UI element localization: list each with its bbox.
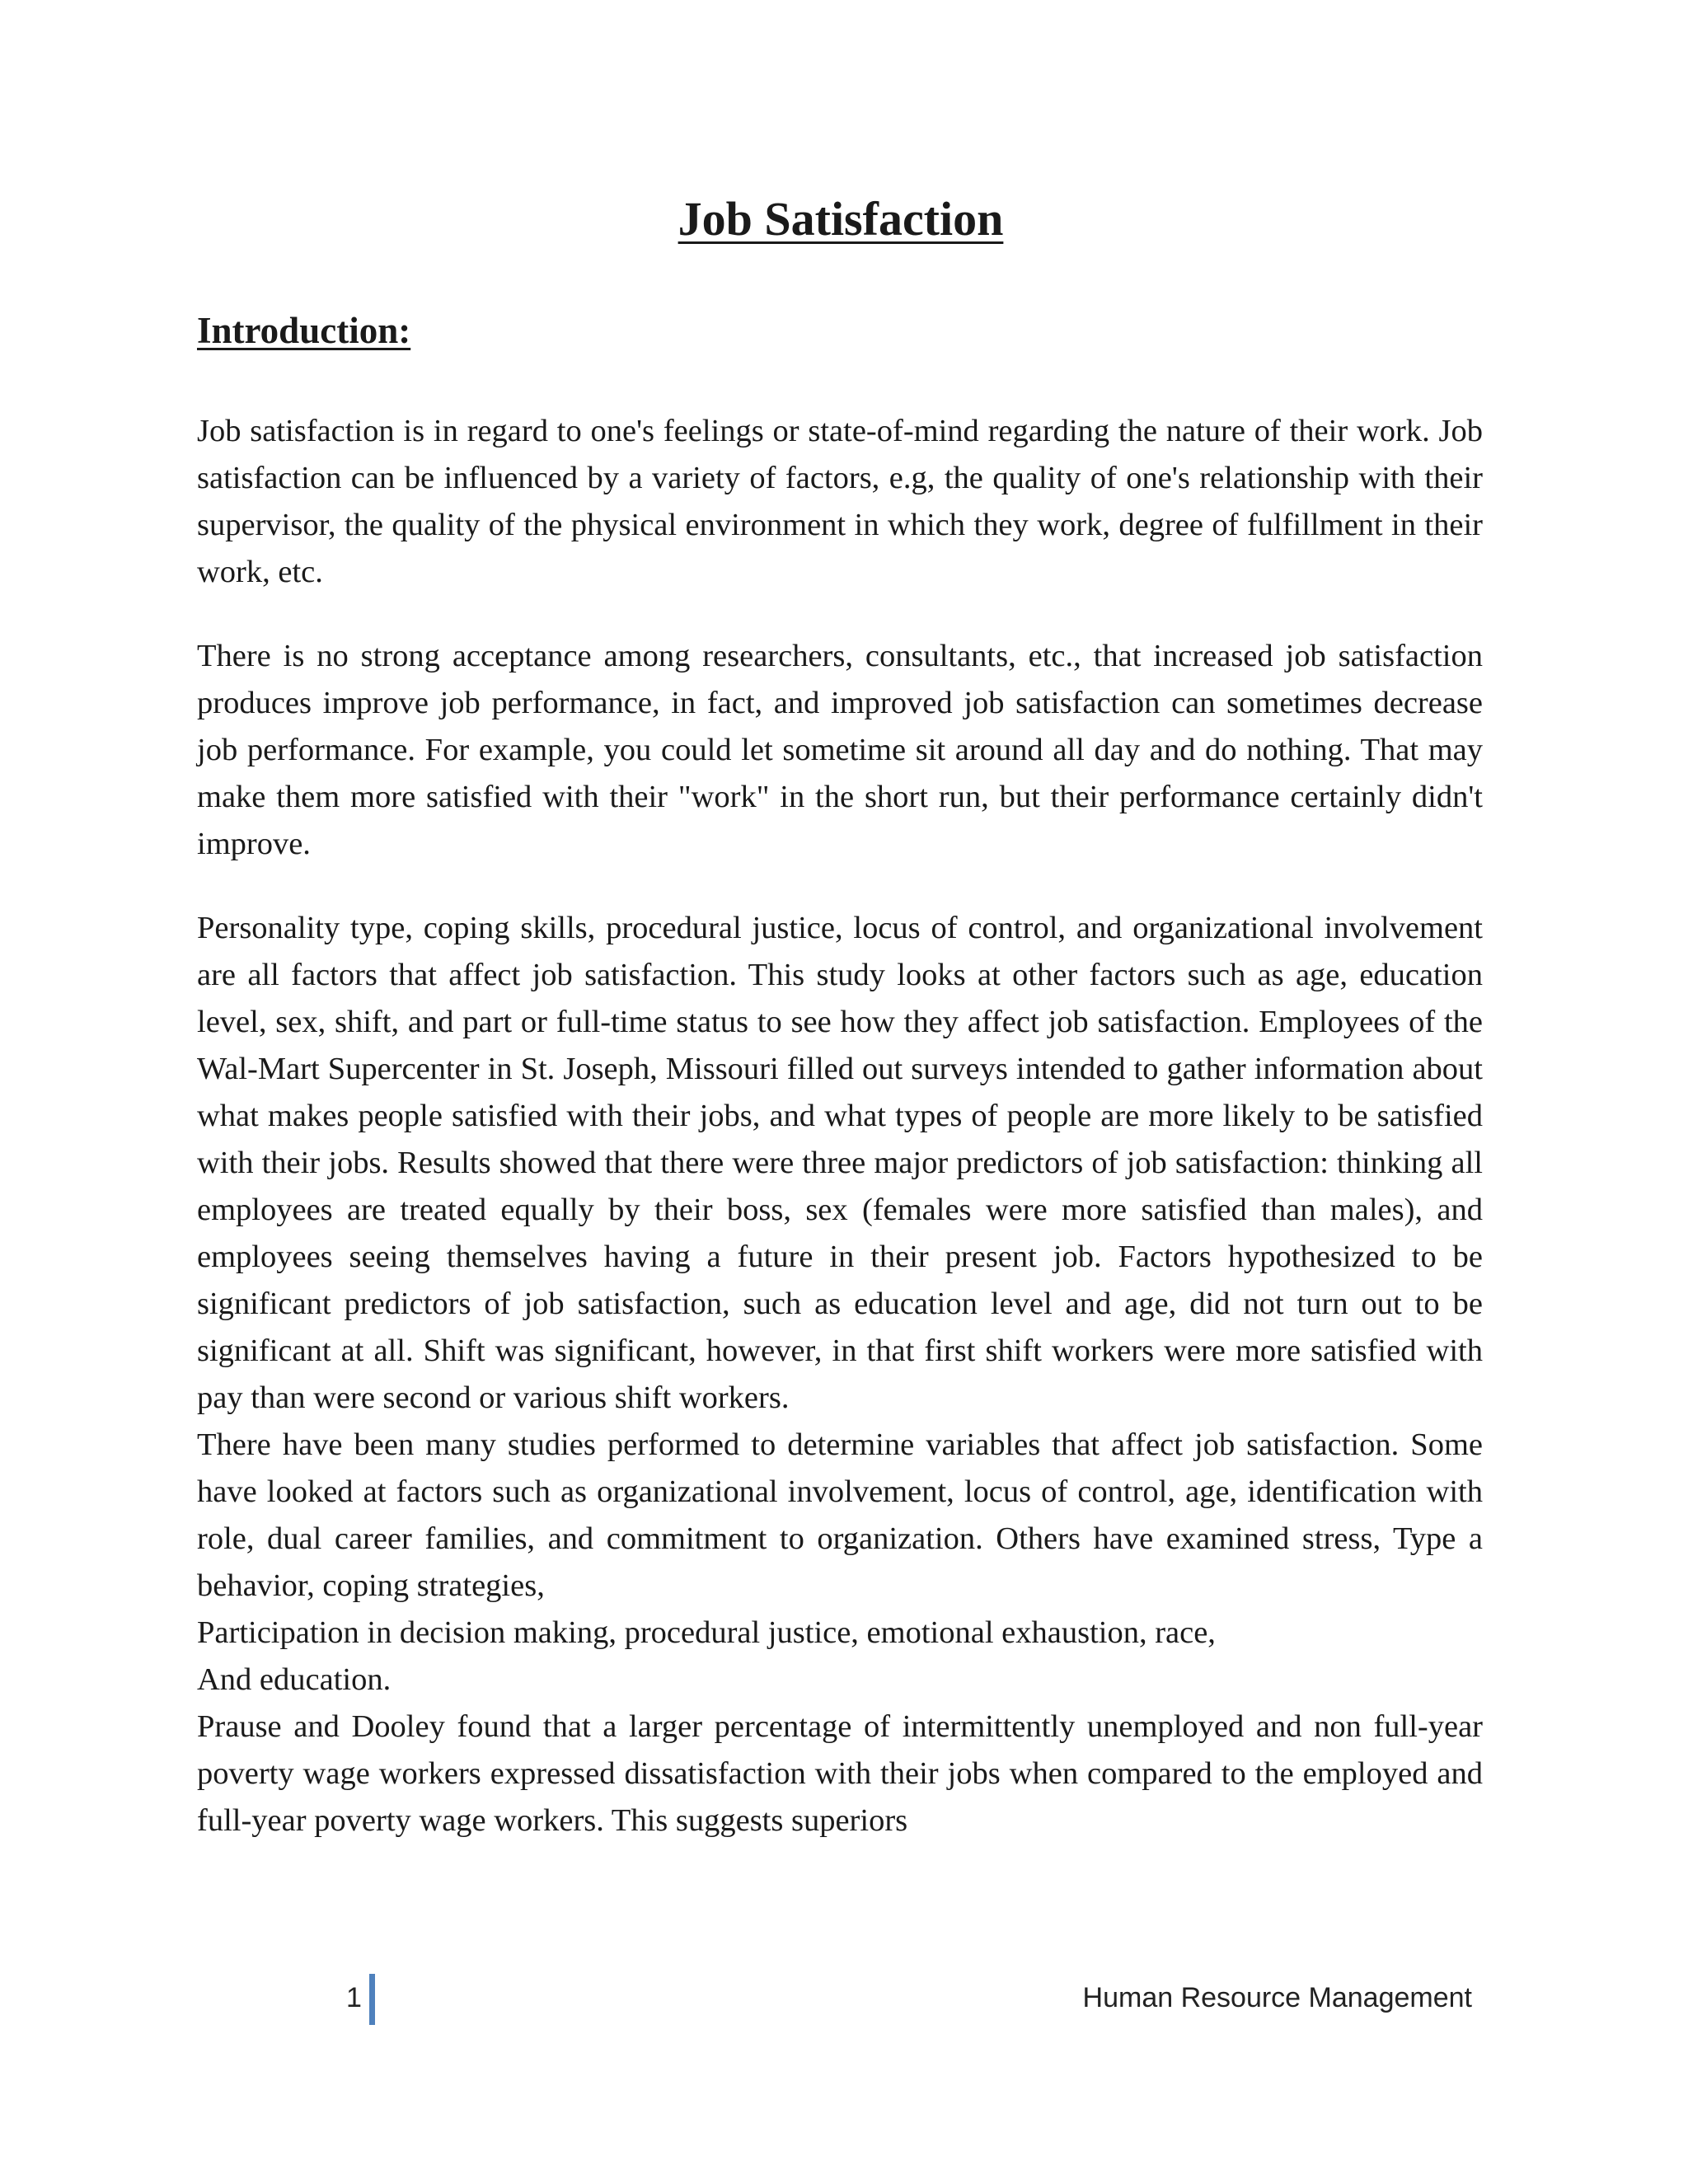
paragraph-4-line-end: And education. xyxy=(197,1662,392,1697)
section-heading-introduction: Introduction: xyxy=(197,310,411,351)
paragraph-1: Job satisfaction is in regard to one's feelings or state-of-mind regarding the nature of their work. Job satisfaction can be influenced by a variety of factors, e.g, the quality of one's relationship with their supervisor, the quality of the physical environment in which they work, degree of fulfillment in their work, etc. xyxy=(197,414,1483,589)
footer-accent-bar xyxy=(369,1974,375,2025)
paragraph-4-line-continuation: Participation in decision making, procedural justice, emotional exhaustion, race, xyxy=(197,1615,1216,1650)
document-title: Job Satisfaction xyxy=(678,192,1004,246)
paragraph-2: There is no strong acceptance among researchers, consultants, etc., that increased job satisfaction produces improve job performance, in fact, and improved job satisfaction can sometimes decrease job performance. For example, you could let sometime sit around all day and do nothing. That may make them more satisfied with their "work" in the short run, but their performance certainly didn't improve. xyxy=(197,639,1483,861)
paragraph-3: Personality type, coping skills, procedural justice, locus of control, and organizational involvement are all factors that affect job satisfaction. This study looks at other factors such as age, education level, sex, shift, and part or full-time status to see how they affect job satisfaction. Employees of the Wal-Mart Supercenter in St. Joseph, Missouri filled out surveys intended to gather information about what makes people satisfied with their jobs, and what types of people are more likely to be satisfied with their jobs. Results showed that there were three major predictors of job satisfaction: thinking all employees are treated equally by their boss, sex (females were more satisfied than males), and employees seeing themselves having a future in their present job. Factors hypothesized to be significant predictors of job satisfaction, such as education level and age, did not turn out to be significant at all. Shift was significant, however, in that first shift workers were more satisfied with pay than were second or various shift workers. xyxy=(197,911,1483,1415)
footer-running-title: Human Resource Management xyxy=(1082,1982,1472,2013)
page-number: 1 xyxy=(346,1982,362,2013)
body-text xyxy=(197,408,1483,1844)
paragraph-4: There have been many studies performed to determine variables that affect job satisfaction. Some have looked at factors such as organizational involvement, locus of control, age, identification with role, dual career families, and commitment to organization. Others have examined stress, Type a behavior, coping strategies, xyxy=(197,1427,1483,1603)
paragraph-5: Prause and Dooley found that a larger percentage of intermittently unemployed and non full-year poverty wage workers expressed dissatisfaction with their jobs when compared to the employed and full-year poverty wage workers. This suggests superiors xyxy=(197,1709,1483,1838)
page-footer xyxy=(0,1974,1688,2032)
